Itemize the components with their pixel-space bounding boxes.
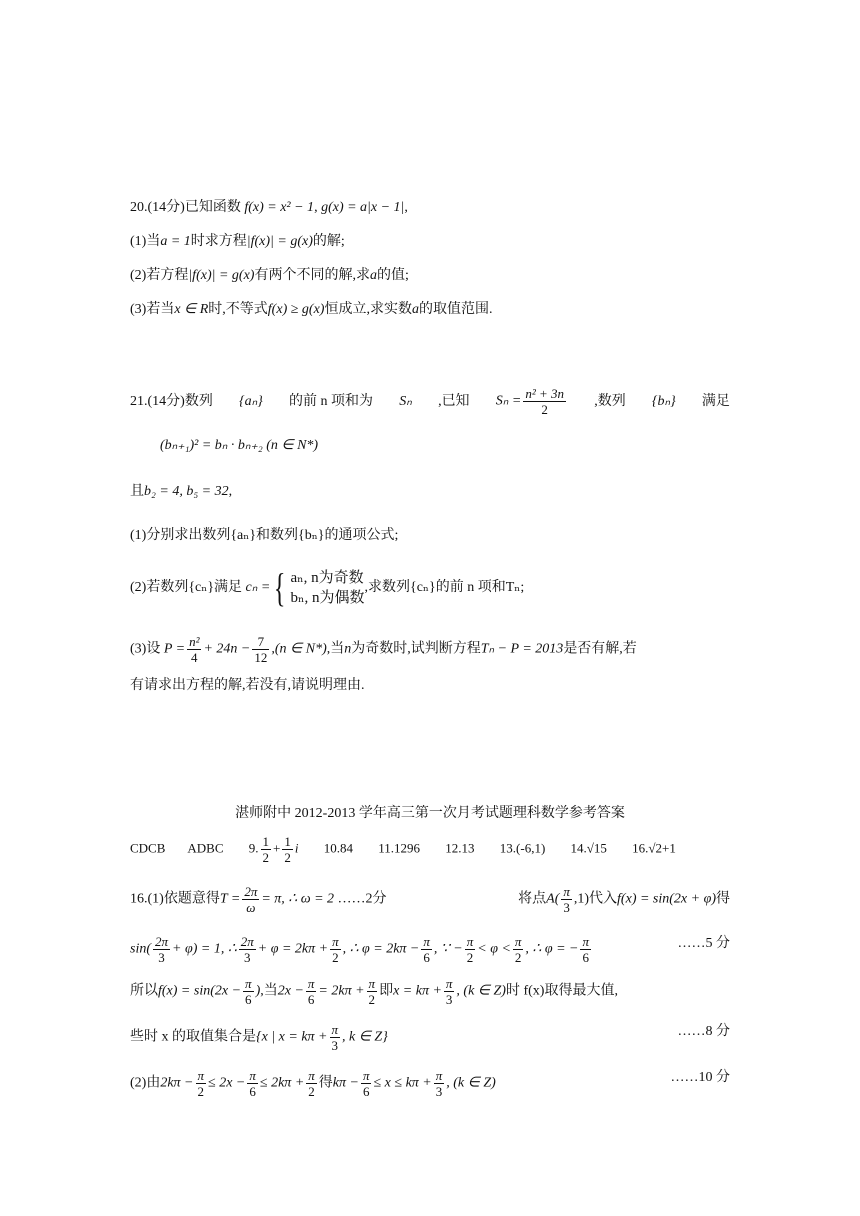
sol16-line5: (2)由2kπ − $\frac{\pi}{2}$ ≤ 2x − $\frac{\pi}{6}$ ≤ 2kπ + $\frac{\pi}{2}$ 得kπ − $\frac{\pi}{6}$ ≤ x ≤ kπ + $\frac{\pi}{3}$ , (k ∈ Z) — [130, 1068, 496, 1099]
q21-part1: (1)分别求出数列{aₙ}和数列{bₙ}的通项公式; — [130, 528, 399, 543]
q21-piecewise: aₙ, n为奇数 bₙ, n为偶数 — [290, 569, 365, 606]
q21-given: 且b₂ = 4, b₅ = 32, — [130, 484, 233, 499]
q20-part3: (3)若当x ∈ R时,不等式f(x) ≥ g(x)恒成立,求实数a的取值范围. — [130, 302, 493, 317]
sol16-line3: 所以f(x) = sin(2x − $\frac{\pi}{6}$ ),当2x − $\frac{\pi}{6}$ = 2kπ + $\frac{\pi}{2}$ 即x = kπ + $\frac{\pi}{3}$ , (k ∈ Z)时 f(x)取得最大值, — [130, 976, 618, 1007]
q21-part3-cont: 有请求出方程的解,若没有,请说明理由. — [130, 678, 365, 693]
q21-part3: (3)设 P = $\frac{\text{n²}}{4}$ + 24n − $\frac{7}{12}$ ,(n ∈ N*),当n为奇数时,试判断方程Tₙ − P = 2013是否有解,若 — [130, 634, 637, 665]
sol16-line5-score: ……10 分 — [670, 1070, 730, 1085]
q21-part2: (2)若数列{cₙ}满足 cₙ ={ aₙ, n为奇数 bₙ, n为偶数 ,求数列{cₙ}的前 n 项和Tₙ; — [130, 564, 525, 610]
sol16-line1: 16.(1)依题意得T = $\frac{2\pi}{\omega}$ = π, ∴ ω = 2 ……2分 — [130, 884, 387, 915]
q21-recurrence: (bₙ₊₁)² = bₙ · bₙ₊₂ (n ∈ N*) — [160, 438, 319, 453]
q21-sn-fraction: $\frac{\text{n² + 3n}}{2}$ — [525, 386, 564, 417]
q20-g-definition: g(x) = a|x − 1| — [321, 200, 405, 215]
q21-stem: 21.(14分)数列 {aₙ} 的前 n 项和为 Sₙ ,已知 Sₙ = $\frac{\text{n² + 3n}}{2}$ ,数列 {bₙ} 满足 — [130, 386, 730, 417]
sol16-line2-score: ……5 分 — [677, 936, 730, 951]
q20-intro: 20.(14分)已知函数 — [130, 200, 241, 215]
sol16-line2: sin( $\frac{2\pi}{3}$ + φ) = 1, ∴ $\frac{2\pi}{3}$ + φ = 2kπ + $\frac{\pi}{2}$ , ∴ φ = 2kπ − $\frac{\pi}{6}$ , ∵ − $\frac{\pi}{2}$ < φ < $\frac{\pi}{2}$ , ∴ φ = − $\frac{\pi}{6}$ — [130, 934, 589, 965]
q20-stem: 20.(14分)已知函数 f(x) = x² − 1, g(x) = a|x − 1|, — [130, 200, 408, 215]
q20-part1: (1)当a = 1时求方程|f(x)| = g(x)的解; — [130, 234, 345, 249]
sol16-line4-score: ……8 分 — [677, 1024, 730, 1039]
answers-title: 湛师附中 2012-2013 学年高三第一次月考试题理科数学参考答案 — [235, 806, 625, 821]
q20-f-definition: f(x) = x² − 1 — [244, 200, 315, 215]
q20-part2: (2)若方程|f(x)| = g(x)有两个不同的解,求a的值; — [130, 268, 409, 283]
sol16-line1-right: 将点A( $\frac{\pi}{3}$ ,1)代入f(x) = sin(2x + φ)得 — [518, 884, 730, 915]
sol16-line4: 些时 x 的取值集合是{x | x = kπ + $\frac{\pi}{3}$ , k ∈ Z} — [130, 1022, 388, 1053]
answers-row: CDCB ADBC 9. $\frac{1}{2}$ + $\frac{1}{2}$ i 10.84 11.1296 12.13 13.(-6,1) 14.√15 16.√2+1 — [130, 834, 676, 865]
left-brace-icon: { — [274, 564, 286, 610]
